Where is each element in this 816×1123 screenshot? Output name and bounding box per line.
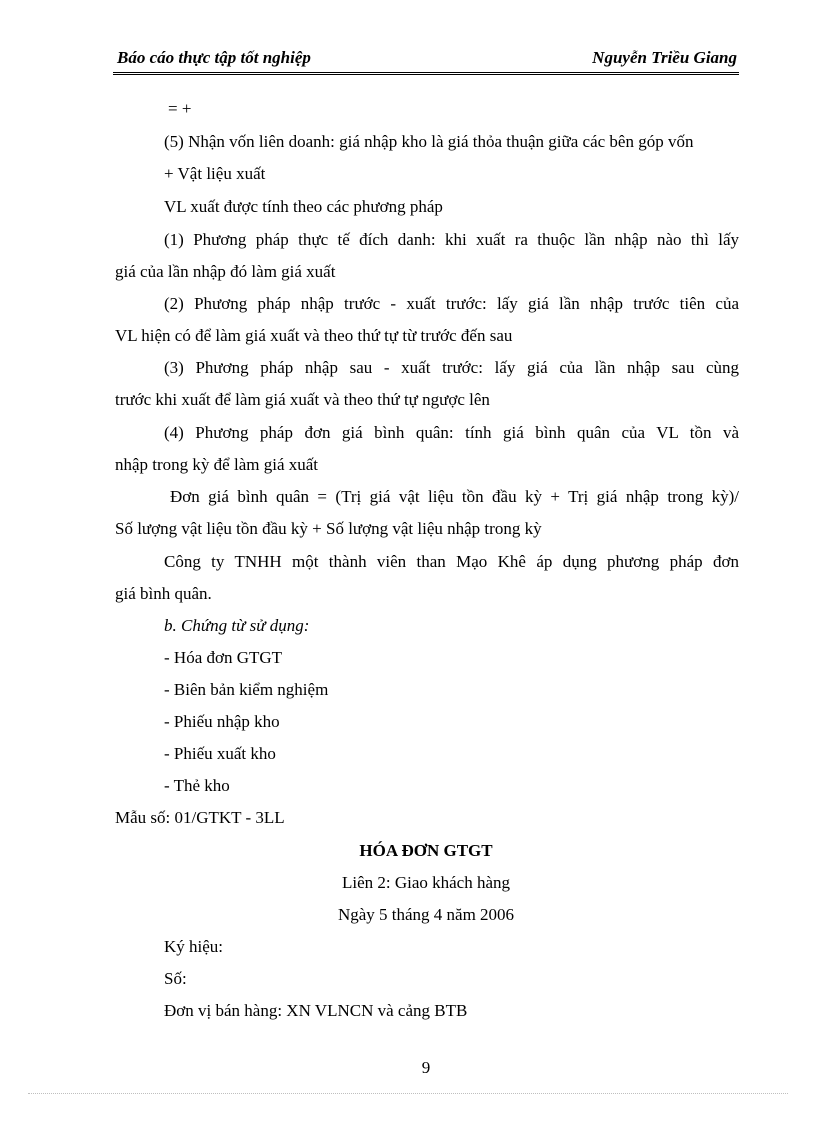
method-4-line-2: nhập trong kỳ để làm giá xuất — [115, 455, 319, 474]
invoice-seller: Đơn vị bán hàng: XN VLNCN và cảng BTB — [164, 1001, 468, 1020]
method-3-line-1: (3) Phương pháp nhập sau - xuất trước: lấy giá của lần nhập sau cùng — [164, 358, 739, 377]
document-item: - Hóa đơn GTGT — [164, 648, 283, 667]
method-2-line-2: VL hiện có để làm giá xuất và theo thứ tự từ trước đến sau — [115, 326, 513, 345]
form-code: Mẫu số: 01/GTKT - 3LL — [115, 808, 285, 827]
heading-materials-out: + Vật liệu xuất — [164, 164, 266, 183]
average-price-formula-line-2: Số lượng vật liệu tồn đầu kỳ + Số lượng vật liệu nhập trong kỳ — [115, 519, 542, 538]
method-1-line-1: (1) Phương pháp thực tế đích danh: khi xuất ra thuộc lần nhập nào thì lấy — [164, 230, 739, 249]
page-header — [113, 40, 739, 75]
formula-fragment: = + — [168, 99, 192, 118]
invoice-symbol-label: Ký hiệu: — [164, 937, 224, 956]
document-item: - Phiếu xuất kho — [164, 744, 276, 763]
method-2-line-1: (2) Phương pháp nhập trước - xuất trước: lấy giá lần nhập trước tiên của — [164, 294, 739, 313]
invoice-number-label: Số: — [164, 969, 187, 988]
header-report-title: Báo cáo thực tập tốt nghiệp — [117, 48, 311, 67]
page-number: 9 — [421, 1058, 431, 1077]
method-3-line-2: trước khi xuất để làm giá xuất và theo thứ tự ngược lên — [115, 390, 490, 409]
section-documents-heading: b. Chứng từ sử dụng: — [164, 616, 310, 635]
page-bottom-divider — [28, 1093, 788, 1094]
header-author: Nguyễn Triều Giang — [592, 48, 737, 67]
document-item: - Biên bản kiểm nghiệm — [164, 680, 329, 699]
average-price-formula-line-1: Đơn giá bình quân = (Trị giá vật liệu tồn đầu kỳ + Trị giá nhập trong kỳ)/ — [170, 487, 739, 506]
company-method-line-1: Công ty TNHH một thành viên than Mạo Khê áp dụng phương pháp đơn — [164, 552, 739, 571]
company-method-line-2: giá bình quân. — [115, 584, 212, 603]
invoice-date: Ngày 5 tháng 4 năm 2006 — [337, 905, 515, 924]
invoice-copy-label: Liên 2: Giao khách hàng — [341, 873, 511, 892]
methods-intro: VL xuất được tính theo các phương pháp — [164, 197, 443, 216]
method-1-line-2: giá của lần nhập đó làm giá xuất — [115, 262, 336, 281]
document-item: - Thẻ kho — [164, 776, 230, 795]
method-4-line-1: (4) Phương pháp đơn giá bình quân: tính giá bình quân của VL tồn và — [164, 423, 739, 442]
paragraph-joint-venture: (5) Nhận vốn liên doanh: giá nhập kho là giá thỏa thuận giữa các bên góp vốn — [164, 132, 694, 151]
document-item: - Phiếu nhập kho — [164, 712, 280, 731]
invoice-title: HÓA ĐƠN GTGT — [359, 841, 493, 860]
